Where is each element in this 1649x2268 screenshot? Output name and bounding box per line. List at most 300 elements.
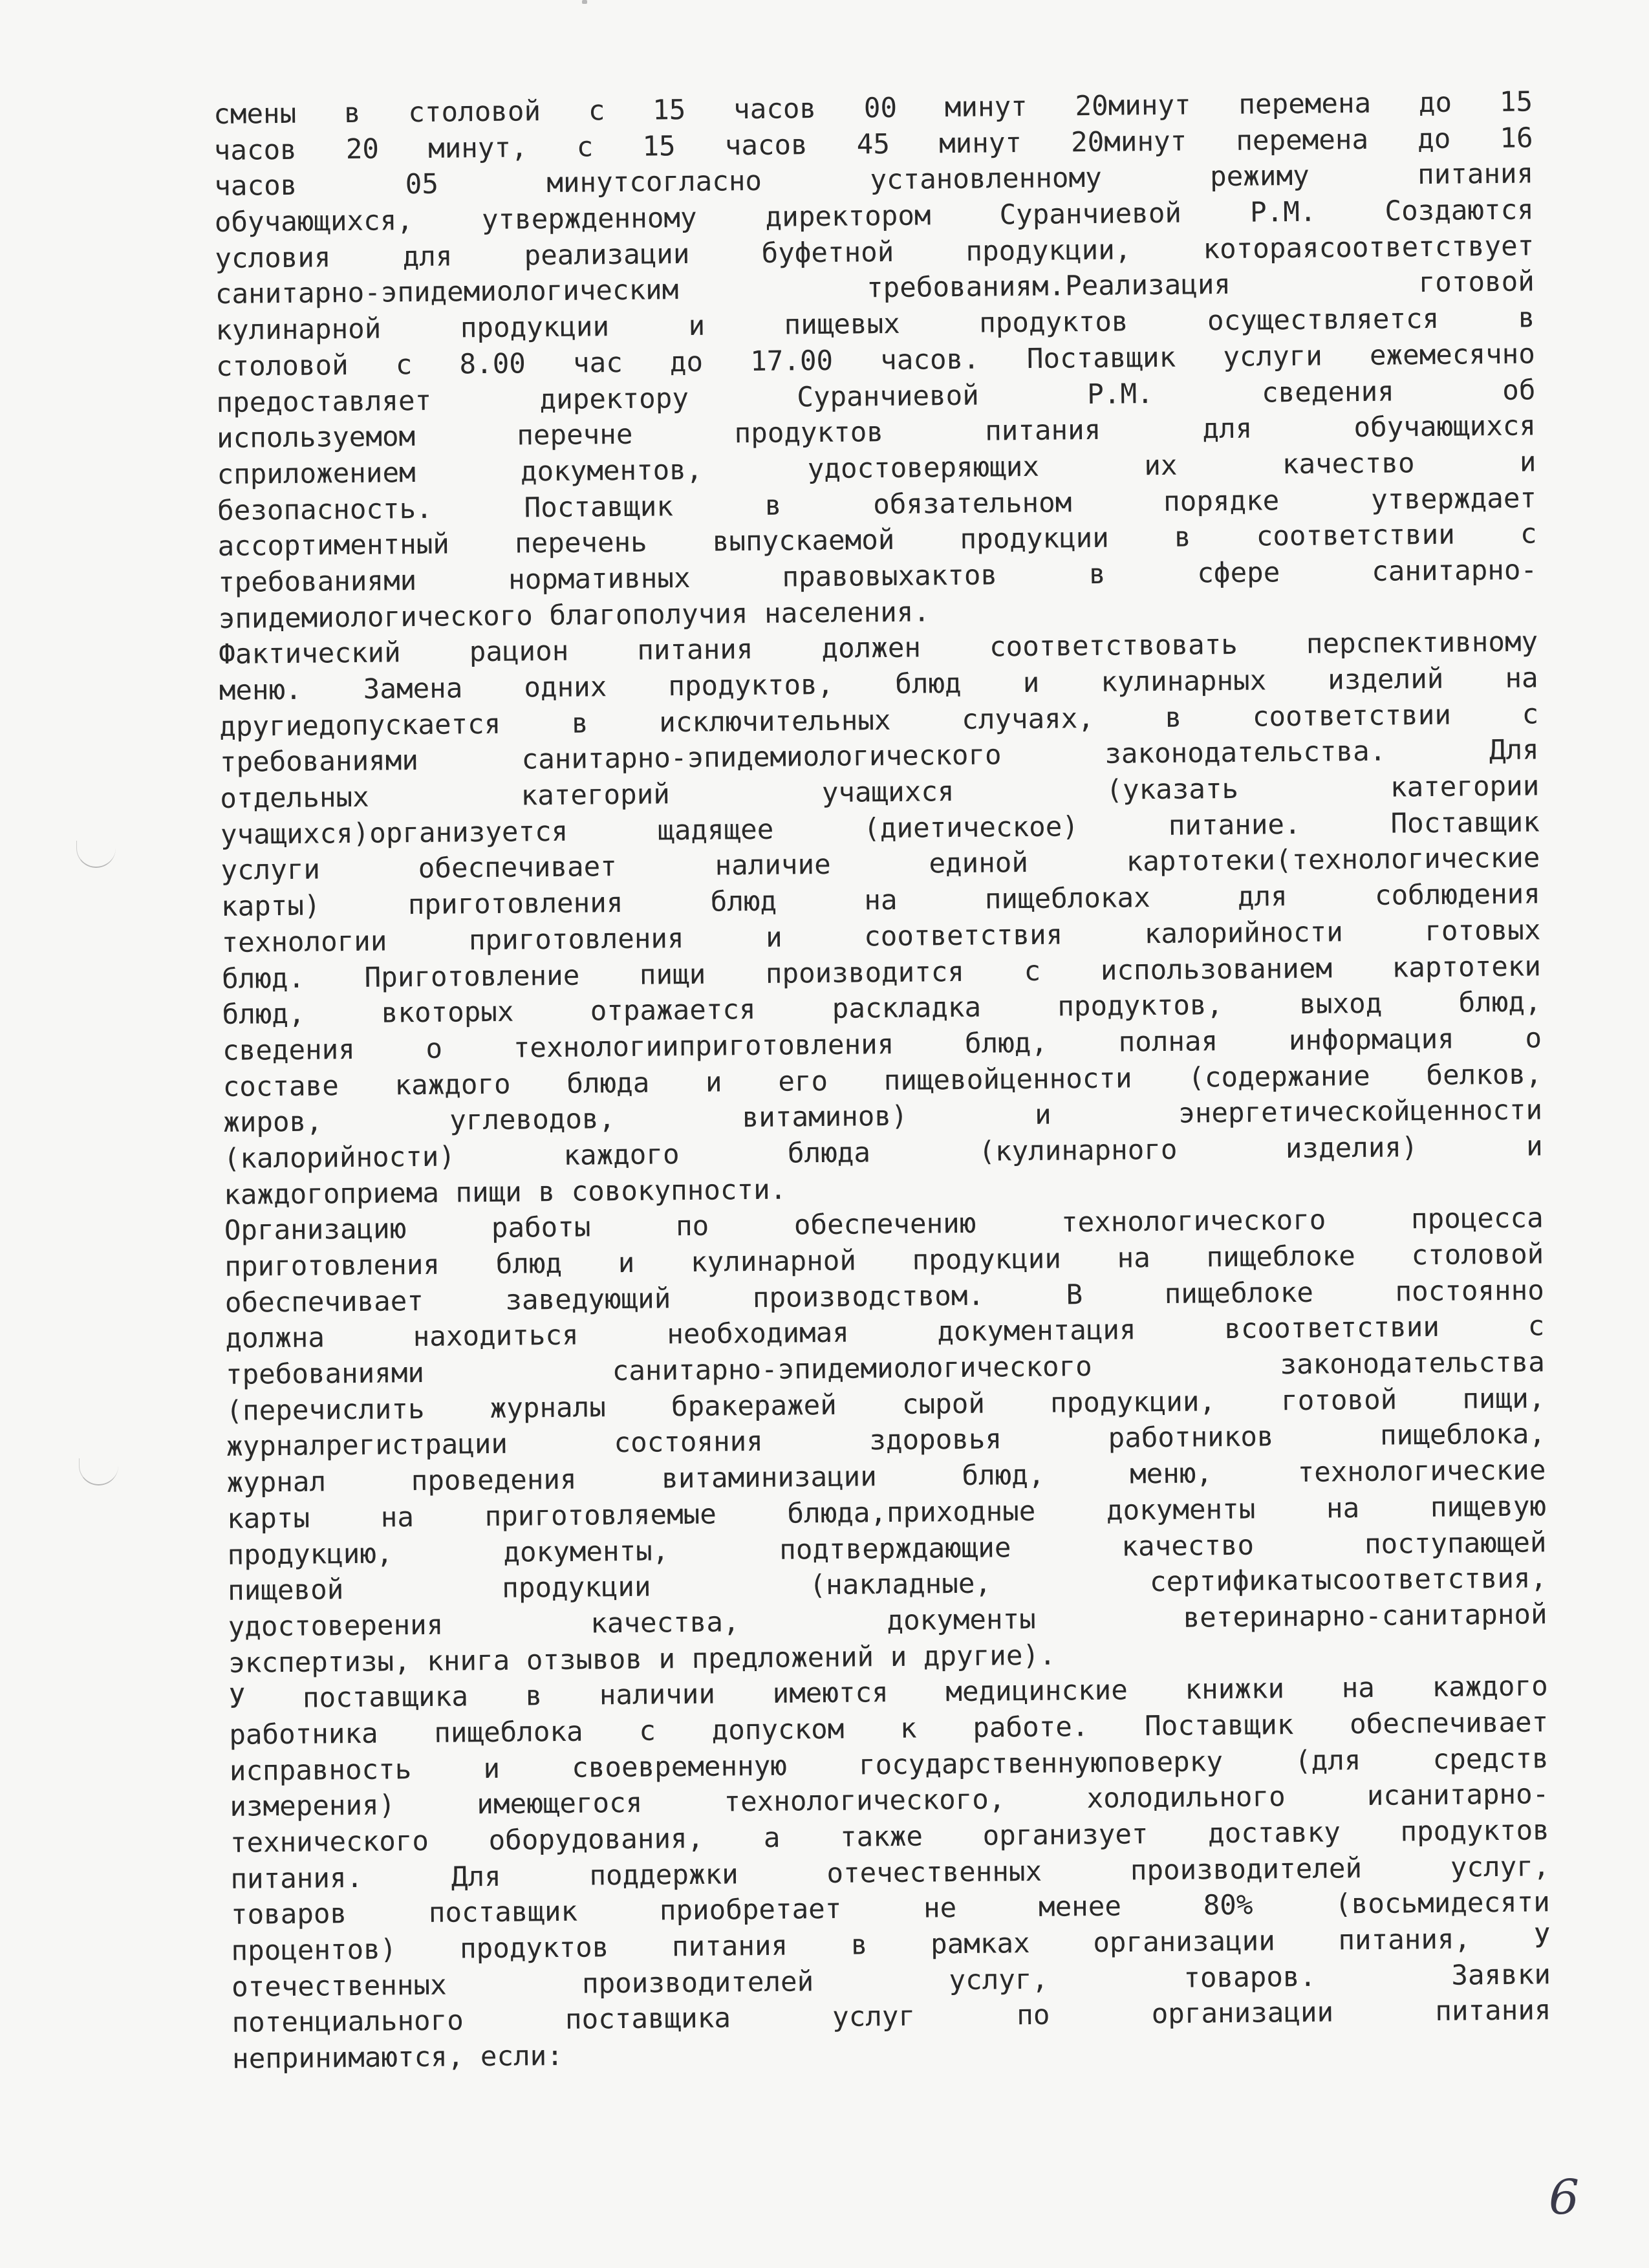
word: часов [214,170,297,203]
word: с [1024,955,1041,988]
word: ассортиментный [217,528,450,563]
word: часов [724,129,808,162]
word: 20минут [1075,89,1191,123]
word: (диетическое) [863,810,1079,845]
word: 17.00 [749,345,834,378]
word: 15 [652,94,686,127]
word: пищи [455,1176,539,1209]
word: блюд, [222,998,305,1031]
word: используемом [216,421,416,455]
word: 16 [1500,122,1533,155]
word: (содержание [1188,1060,1370,1094]
word: если: [480,2040,564,2073]
word: книжки [1185,1673,1285,1706]
word: питания [1417,158,1534,191]
word: Поставщик [1390,806,1540,840]
word: документы [1106,1493,1256,1527]
word: санитарно- [1371,554,1538,588]
word: питание. [1168,808,1301,842]
word: буфетной [761,236,894,270]
word: готовых [1425,914,1541,947]
word: правовыхактов [782,559,998,594]
word: рамках [930,1928,1030,1961]
word: предложений [691,1641,890,1675]
word: на [1117,1242,1151,1275]
word: блюд [710,885,777,918]
word: Организацию [224,1213,407,1247]
word: услуги [221,854,321,887]
word: перемена [1236,124,1369,157]
word: обеспечению [793,1208,976,1242]
word: готовой [1280,1384,1397,1417]
word: обучающихся, [214,205,414,239]
word: поставщика [302,1681,469,1715]
word: (восьмидесяти [1334,1886,1551,1921]
word: поставщик [428,1896,578,1930]
word: продукции [460,311,610,345]
word: 80% [1203,1890,1253,1922]
word: бракеражей [671,1389,837,1423]
word: безопасность. [217,493,433,527]
word: изделий [1328,663,1444,697]
word: Поставщик [1026,341,1176,375]
word: соответствия [863,919,1063,953]
word: работы [491,1211,591,1245]
word: категорий [521,779,671,812]
word: рацион [469,636,569,669]
word: отдельных [220,781,369,815]
word: заведующий [505,1282,671,1317]
word: питания [671,1930,788,1963]
word: (кулинарного [978,1134,1178,1168]
word: отечественных [826,1855,1042,1890]
word: перспективному [1306,626,1538,661]
word: в [1518,302,1535,334]
word: технического [230,1825,429,1859]
word: в [571,707,588,740]
word: услуг [832,2001,916,2034]
word: категории [1390,770,1540,804]
word: соответствии [1252,699,1452,733]
word: Р.М. [1249,196,1317,229]
word: учащихся [821,776,954,810]
word: пищеблоках [984,882,1150,916]
word: с [1527,1310,1545,1343]
word: холодильного [1086,1781,1286,1815]
word: выпускаемой [712,524,895,558]
word: картотеки [1392,950,1542,984]
word: пищевых [784,308,901,341]
word: соответствии [1256,519,1456,553]
word: информация [1288,1023,1454,1057]
word: 15 [1499,86,1533,118]
word: с [395,349,413,382]
word: имеются [772,1677,889,1711]
word: отзывов [526,1643,659,1677]
word: и [1034,1099,1051,1132]
word: в [1165,702,1182,734]
word: и [1022,667,1040,700]
word: услуг, [1450,1850,1550,1884]
word: благополучия [549,598,765,632]
word: порядке [1163,484,1280,518]
word: Приготовление [364,960,580,994]
word: качество [1282,448,1415,481]
word: блюд. [221,962,305,995]
word: Создаются [1385,194,1535,228]
word: продукции [960,522,1110,556]
word: котораясоответствует [1203,230,1535,266]
word: услуги [1223,340,1323,373]
word: журналрегистрации [226,1429,508,1463]
word: У [1533,1923,1551,1955]
word: требованиями [219,745,419,779]
word: блюд [895,667,962,700]
word: по [1017,2000,1050,2032]
word: сприложением [217,457,416,491]
word: другие). [923,1639,1056,1673]
word: часов [213,134,297,167]
word: карты) [221,890,321,923]
word: до [1417,123,1451,155]
word: с [588,95,605,127]
word: производством. [752,1280,985,1314]
word: (накладные, [809,1568,992,1602]
word: удостоверяющих [807,451,1040,486]
word: соблюдения [1374,878,1541,912]
word: его [778,1065,828,1098]
word: учащихся)организуется [220,815,568,851]
word: приобретает [659,1894,842,1927]
word: постоянно [1395,1275,1545,1308]
word: и [1525,1130,1543,1163]
word: здоровья [869,1423,1002,1457]
word: о [426,1033,443,1065]
word: питания. [230,1862,363,1895]
word: поставщика [565,2002,731,2036]
word: отечественных [231,1969,447,2003]
word: сырой [901,1388,986,1421]
word: питания [984,415,1101,448]
word: блюд [495,1247,563,1280]
word: совокупности. [571,1174,787,1208]
word: сертификатысоответствия, [1149,1562,1547,1599]
word: случаях, [961,702,1095,736]
word: минут [938,127,1022,160]
word: и [688,310,706,343]
word: требованиями [217,565,417,599]
word: документация [937,1314,1136,1348]
word: к [900,1712,917,1745]
word: товаров [230,1898,347,1932]
word: измерения) [230,1789,396,1824]
word: на [380,1501,415,1534]
word: У [228,1683,246,1716]
word: работе. [973,1711,1089,1744]
word: продуктов [979,306,1128,340]
word: до [1418,87,1452,120]
word: блюд, [962,1459,1045,1493]
word: средств [1432,1742,1549,1776]
word: утвержденному [481,202,697,237]
word: допуском [711,1713,845,1747]
word: пищевую [1430,1491,1547,1524]
word: организует [982,1819,1148,1852]
word: 00 [863,92,898,125]
word: и [765,922,782,954]
word: и [658,1643,692,1676]
word: каждого [394,1068,511,1101]
word: каждогоприема [224,1177,456,1211]
word: смены [213,98,297,131]
word: Суранчиевой [797,380,980,413]
word: и [890,1641,924,1673]
word: по [675,1211,709,1243]
word: продукцию, [227,1537,393,1571]
word: приготовления [407,887,623,922]
word: поддержки [589,1859,738,1892]
word: продуктов, [1057,989,1223,1023]
word: медицинские [945,1674,1128,1709]
word: питания [1435,1994,1551,2028]
word: 15 [642,130,676,163]
word: Заявки [1451,1959,1551,1992]
word: выход [1299,988,1383,1021]
word: продукции [502,1571,651,1605]
word: час [572,347,623,380]
word: с [576,131,594,164]
word: находиться [413,1320,579,1354]
word: минут [944,91,1028,124]
word: сведения [222,1033,356,1067]
word: в [764,490,782,522]
word: установленному [870,162,1102,197]
word: работника [229,1718,378,1751]
word: использованием [1100,952,1333,987]
word: с [639,1715,656,1747]
word: санитарно-эпидемиологического [521,739,1002,776]
word: 8.00 [459,348,526,381]
word: журналы [490,1392,607,1425]
word: качество [1121,1529,1255,1563]
word: блюда [566,1067,650,1100]
word: продукции, [1050,1385,1216,1420]
word: составе [222,1070,339,1103]
word: проведения [411,1463,577,1498]
word: картотеки(технологические [1126,842,1540,878]
word: технологииприготовления [513,1028,894,1064]
word: пищеблоке [1206,1240,1356,1274]
word: блюд, [1458,986,1542,1019]
word: блюд, [964,1027,1048,1060]
word: технологии [221,925,387,959]
word: услуг, [949,1963,1049,1996]
word: исправность [229,1753,412,1787]
word: законодательства. [1105,736,1386,771]
word: эпидемиологического [218,599,550,635]
word: документы, [503,1535,669,1569]
word: часов. [880,343,980,376]
word: пищеблоке [1164,1277,1314,1310]
word: документы [887,1603,1037,1637]
word: обеспечивает [418,851,618,885]
word: технологические [1297,1454,1546,1489]
word: (калорийности) [223,1141,456,1175]
word: работников [1108,1421,1274,1455]
word: об [1502,374,1536,407]
word: минут, [427,132,528,165]
word: требованиям.Реализация [866,269,1231,305]
word: директором [765,200,931,233]
word: полная [1118,1026,1218,1059]
punch-hole [79,1458,118,1485]
word: раскладка [832,991,982,1026]
word: а [763,1822,781,1854]
word: процесса [1410,1202,1544,1236]
word: сведения [1261,375,1395,409]
word: столовой [215,349,349,383]
word: менее [1038,1891,1122,1924]
word: белков, [1426,1058,1542,1092]
word: документов, [520,454,703,488]
word: продукции, [965,234,1132,268]
word: 20минут [1070,125,1187,158]
word: энергетическойценности [1178,1094,1543,1130]
word: и [705,1066,722,1099]
word: непринимаются, [232,2041,481,2075]
word: всоответствии [1224,1312,1440,1346]
word: своевременную [572,1750,788,1784]
word: до [669,346,704,379]
word: пищевойценности [883,1062,1132,1097]
word: подтверждающие [779,1531,1011,1566]
word: Поставщик [524,490,674,524]
word: продуктов [1400,1815,1550,1848]
word: жиров, [222,1106,323,1139]
word: перечень [514,526,647,560]
word: 45 [856,128,890,161]
word: исанитарно- [1366,1778,1549,1813]
word: журнал [226,1466,327,1500]
word: утверждает [1370,482,1537,516]
word: условия [215,242,331,275]
word: оборудования, [488,1822,704,1857]
word: в [1088,558,1106,590]
word: и [483,1753,501,1785]
word: и [1519,446,1536,479]
word: с [1520,518,1537,550]
word: нормативных [508,562,691,596]
word: директору [539,382,689,416]
word: изделия) [1285,1132,1418,1165]
word: кулинарной [215,313,382,347]
word: отражается [590,994,756,1028]
word: пищевой [227,1574,344,1608]
word: Для [451,1861,501,1894]
word: столовой [408,96,541,129]
word: производится [765,956,965,990]
word: удостоверения [228,1609,444,1643]
word: готовой [1418,266,1535,299]
word: книга [427,1645,527,1678]
word: должен [821,632,921,665]
word: предоставляет [216,385,432,419]
word: ветеринарно-санитарной [1183,1599,1547,1634]
word: организации [1151,1996,1334,2031]
word: для [1237,881,1288,913]
word: пищеблока, [1379,1418,1546,1453]
word: государственнуюповерку [858,1745,1223,1782]
word: на [1341,1672,1375,1705]
word: меню, [1129,1458,1213,1491]
word: пищи [639,958,706,991]
punch-hole [76,841,116,868]
word: режиму [1209,160,1310,193]
word: обязательном [873,486,1072,521]
word: производителей [1130,1852,1363,1887]
word: кулинарной [690,1245,857,1279]
word: обеспечивает [1349,1707,1549,1741]
word: необходимая [667,1317,850,1351]
word: их [1144,449,1178,482]
word: Фактический [219,637,401,671]
word: законодательства [1280,1346,1546,1381]
word: (перечислить [226,1393,425,1427]
word: приготовления [224,1249,440,1283]
word: блюда [787,1137,871,1170]
word: другиедопускается [219,708,501,743]
word: Поставщик [1144,1709,1294,1743]
word: качества, [590,1606,740,1640]
word: исключительных [659,704,891,739]
word: и [618,1247,635,1280]
word: на [1326,1492,1360,1525]
word: наличие [715,849,831,883]
word: в [525,1680,543,1712]
word: В [1066,1279,1083,1312]
word: населения. [764,596,931,630]
word: потенциального [232,2005,464,2040]
word: карты [226,1502,310,1535]
word: экспертизы, [228,1645,427,1679]
word: в [850,1929,868,1961]
word: углеводов, [449,1103,616,1137]
word: пищеблока [434,1716,583,1749]
word: в [1174,521,1191,554]
word: товаров. [1183,1961,1317,1994]
word: в [343,97,361,130]
word: Замена [363,673,463,706]
word: вкоторых [381,996,514,1030]
word: на [1505,662,1538,695]
word: имеющегося [477,1787,643,1821]
word: столовой [1411,1238,1544,1272]
word: ежемесячно [1369,338,1536,372]
word: (для [1294,1744,1361,1777]
word: производителей [581,1965,814,2000]
word: часов [733,93,817,126]
word: обучающихся [1353,410,1536,444]
word: Суранчиевой [999,197,1182,232]
word: для [402,241,453,273]
word: каждого [1432,1670,1548,1704]
word: перемена [1238,87,1372,121]
word: осуществляется [1207,303,1439,338]
word: калорийности [1144,916,1344,951]
word: санитарно-эпидемиологическим [215,274,679,311]
word: Р.М. [1087,378,1154,411]
word: сфере [1197,557,1280,590]
